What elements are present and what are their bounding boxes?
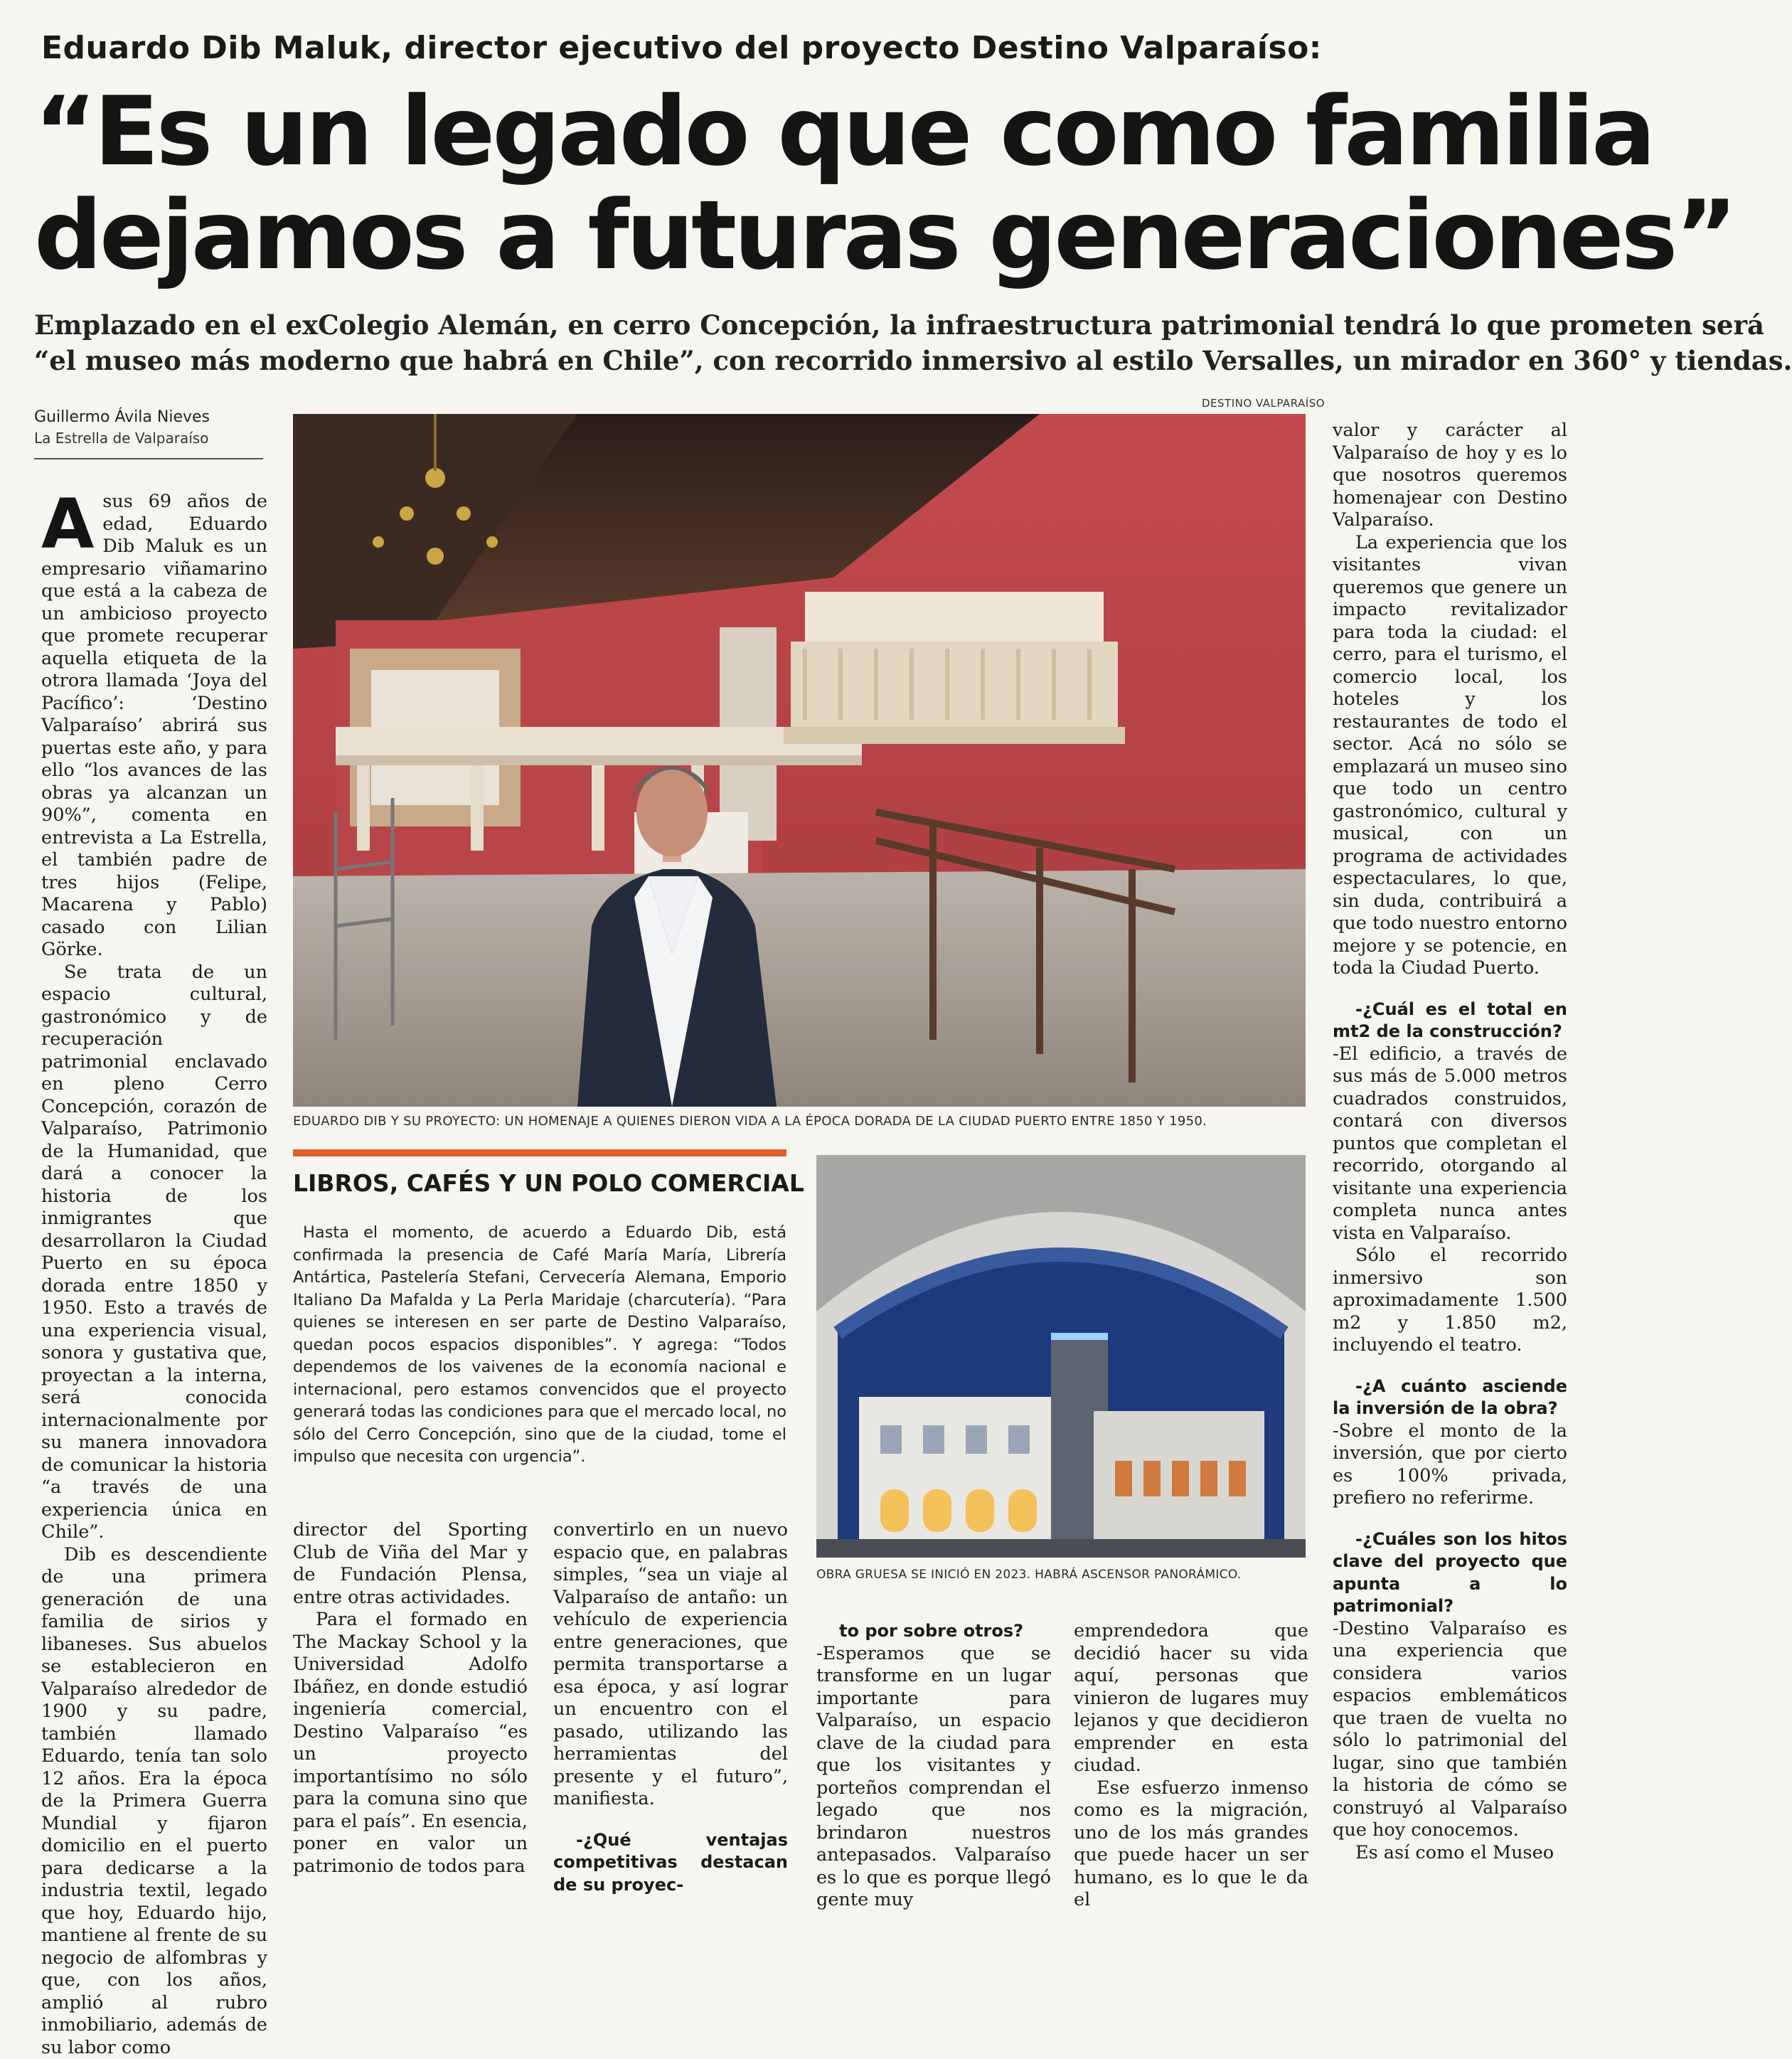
byline-outlet: La Estrella de Valparaíso [34, 430, 208, 447]
answer: -Sobre el monto de la inversión, que por cierto es 100% privada, prefiero no referirme. [1333, 1420, 1567, 1510]
article-kicker: Eduardo Dib Maluk, director ejecutivo del proyecto Destino Valparaíso: [41, 30, 1556, 66]
paragraph: Para el formado en The Mackay School y la Universidad Adolfo Ibáñez, en donde estudió ingeniería comercial, Destino Valparaíso “es un proyecto importantísimo no sólo para la comuna sino que para el país”. En esencia, poner en valor un patrimonio de todos para [293, 1609, 528, 1878]
second-photo [816, 1155, 1306, 1558]
question-continued: to por sobre otros? [816, 1620, 1051, 1643]
answer: -El edificio, a través de sus más de 5.000 metros cuadrados construidos, contará con diversos puntos que completan el recorrido, otorgando al visitante una experiencia completa nunca antes vista en Valparaíso. [1333, 1043, 1567, 1245]
main-photo [293, 414, 1306, 1107]
paragraph: Dib es descendiente de una primera generación de una familia de sirios y libaneses. Sus abuelos se establecieron en Valparaíso alrededor de 1900 y su padre, también llamado Eduardo, tenía tan solo 12 años. Era la época de la Primera Guerra Mundial y fijaron domicilio en el puerto para dedicarse a la industria textil, legado que hoy, Eduardo hijo, mantiene al frente de su negocio de alfombras y que, con los años, amplió al rubro inmobiliario, además de su labor como [41, 1544, 267, 2059]
answer: -Esperamos que se transforme en un lugar importante para Valparaíso, un espacio clave de la ciudad para que los visitantes y porteños comprendan el legado que nos brindaron nuestros antepasados. Valparaíso es lo que es porque llegó gente muy [816, 1643, 1051, 1912]
hall-interior-illustration [293, 414, 1306, 1107]
column-6 [1333, 420, 1567, 1864]
deck-line-1: Emplazado en el exColegio Alemán, en cerro Concepción, la infraestructura patrimonial tendrá lo que prometen será [34, 307, 1563, 343]
byline-author: Guillermo Ávila Nieves [34, 408, 210, 426]
deck-line-2: “el museo más moderno que habrá en Chile”, con recorrido inmersivo al estilo Versalles, un mirador en 360° y tiendas. [34, 343, 1563, 378]
article-deck [34, 307, 1563, 378]
answer: -Destino Valparaíso es una experiencia que considera varios espacios emblemáticos que traen de vuelta no sólo lo patrimonial del lugar, sino que también la historia de cómo se construyó al Valparaíso que hoy conocemos. [1333, 1618, 1567, 1842]
main-photo-caption: EDUARDO DIB Y SU PROYECTO: UN HOMENAJE A QUIENES DIERON VIDA A LA ÉPOCA DORADA DE LA CIUDAD PUERTO ENTRE 1850 Y 1950. [293, 1114, 1207, 1129]
answer: Sólo el recorrido inmersivo son aproximadamente 1.500 m2 y 1.850 m2, incluyendo el teatro. [1333, 1245, 1567, 1357]
intro-text: sus 69 años de edad, Eduardo Dib Maluk es un empresario viñamarino que está a la cabeza de un ambicioso proyecto que promete recuperar aquella etiqueta de la otrora llamada ‘Joya del Pacífico’: ‘Destino Valparaíso’ abrirá sus puertas este año, y para ello “los avances de las obras ya alcanzan un 90%”, comenta en entrevista a La Estrella, el también padre de tres hijos (Felipe, Macarena y Pablo) casado con Lilian Görke. [41, 491, 267, 960]
paragraph: director del Sporting Club de Viña del Mar y de Fundación Plensa, entre otras actividades. [293, 1519, 528, 1609]
building-night-illustration [816, 1155, 1306, 1558]
column-3 [553, 1519, 788, 1896]
paragraph: valor y carácter al Valparaíso de hoy y es lo que nosotros queremos homenajear con Destino Valparaíso. [1333, 420, 1567, 532]
headline [34, 80, 1570, 287]
column-1 [41, 491, 267, 2059]
question: -¿Cuáles son los hitos clave del proyecto que apunta a lo patrimonial? [1333, 1528, 1567, 1618]
answer: Es así como el Museo [1333, 1842, 1567, 1865]
column-2 [293, 1519, 528, 1878]
sidebar-title: LIBROS, CAFÉS Y UN POLO COMERCIAL [293, 1169, 804, 1197]
column-5 [1074, 1620, 1308, 1912]
headline-line-2: dejamos a futuras generaciones” [34, 183, 1570, 287]
question: -¿A cuánto asciende la inversión de la obra? [1333, 1376, 1567, 1420]
paragraph: La experiencia que los visitantes vivan queremos que genere un impacto revitalizador para toda la ciudad: el cerro, para el turismo, el comercio local, los hoteles y los restaurantes de todo el sector. Acá no sólo se emplazará un museo sino que todo un centro gastronómico, cultural y musical, con un programa de actividades espectaculares, lo que, sin duda, contribuirá a que todo nuestro entorno mejore y se potencie, en toda la Ciudad Puerto. [1333, 532, 1567, 980]
paragraph: Se trata de un espacio cultural, gastronómico y de recuperación patrimonial enclavado en pleno Cerro Concepción, corazón de Valparaíso, Patrimonio de la Humanidad, que dará a conocer la historia de los inmigrantes que desarrollaron la Ciudad Puerto en su época dorada entre 1850 y 1950. Esto a través de una experiencia visual, sonora y gustativa que, proyectan a la interna, será conocida internacionalmente por su manera innovadora de comunicar la historia “a través de una experiencia única en Chile”. [41, 962, 267, 1544]
sidebar-text [293, 1222, 786, 1469]
paragraph: Ese esfuerzo inmenso como es la migración, uno de los más grandes que puede hacer un ser humano, es lo que le da el [1074, 1777, 1308, 1912]
drop-cap: A [41, 494, 94, 555]
column-4 [816, 1620, 1051, 1912]
paragraph: emprendedora que decidió hacer su vida aquí, personas que vinieron de lugares muy lejanos y que decidieron emprender en esta ciudad. [1074, 1620, 1308, 1777]
intro-paragraph [41, 491, 267, 962]
byline-divider [34, 458, 263, 459]
question: -¿Cuál es el total en mt2 de la construcción? [1333, 999, 1567, 1043]
sidebar-paragraph: Hasta el momento, de acuerdo a Eduardo Dib, está confirmada la presencia de Café María María, Librería Antártica, Pastelería Stefani, Cervecería Alemana, Emporio Italiano Da Mafalda y La Perla Maridaje (charcutería). “Para quienes se interesen en ser parte de Destino Valparaíso, quedan pocos espacios disponibles”. Y agrega: “Todos dependemos de los vaivenes de la economía nacional e internacional, pero estamos convencidos que el proyecto generará todas las condiciones para que el mercado local, no sólo del Cerro Concepción, sino que de la ciudad, tome el impulso que necesita con urgencia”. [293, 1222, 786, 1469]
second-photo-caption: OBRA GRUESA SE INICIÓ EN 2023. HABRÁ ASCENSOR PANORÁMICO. [816, 1568, 1242, 1582]
paragraph: convertirlo en un nuevo espacio que, en palabras simples, “sea un viaje al Valparaíso de antaño: un vehículo de experiencia entre generaciones, que permita transportarse a esa época, y así lograr un encuentro con el pasado, utilizando las herramientas del presente y el futuro”, manifiesta. [553, 1519, 788, 1811]
question: -¿Qué ventajas competitivas destacan de su proyec- [553, 1829, 788, 1897]
photo-credit: DESTINO VALPARAÍSO [1202, 397, 1325, 410]
sidebar-rule [293, 1149, 786, 1156]
headline-line-1: “Es un legado que como familia [34, 80, 1570, 183]
